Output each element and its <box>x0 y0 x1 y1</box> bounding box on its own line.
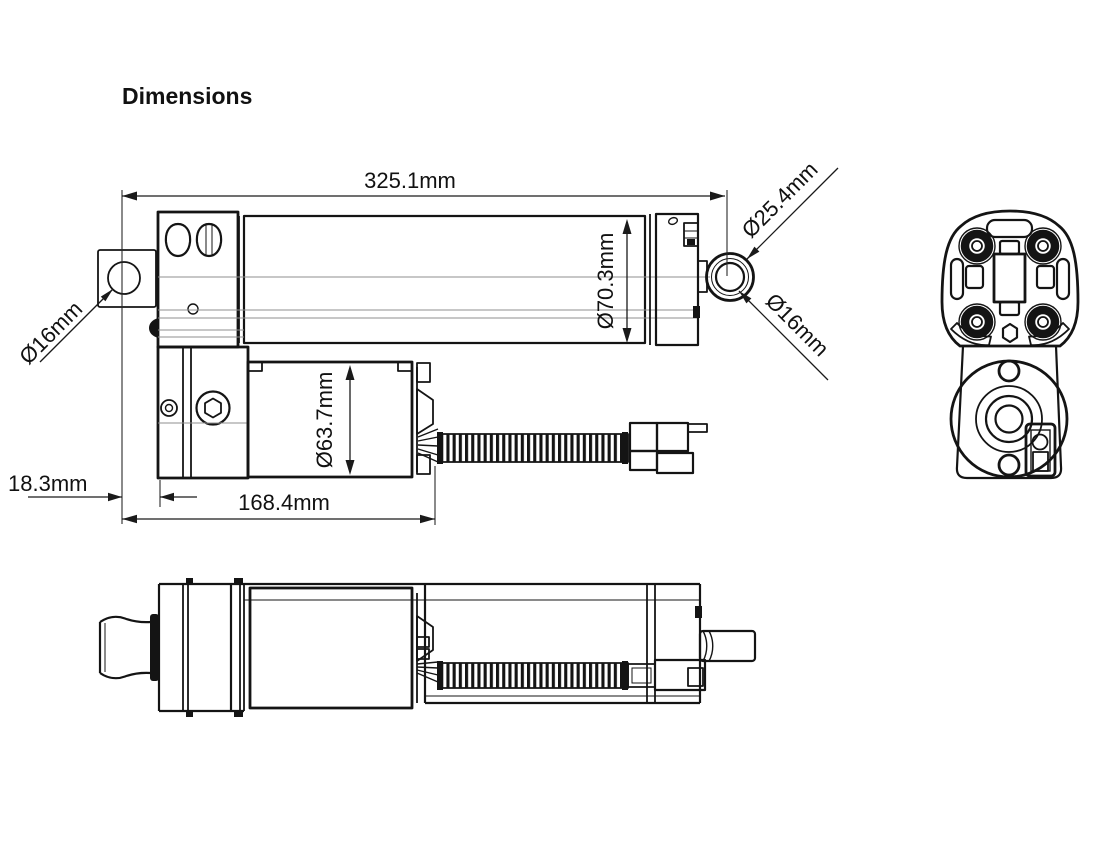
housing-cutout-left <box>166 224 190 256</box>
motor-terminal-top <box>417 363 430 382</box>
mount-hole-label: Ø16mm <box>14 296 88 370</box>
cap-hole <box>668 216 679 225</box>
motor-body <box>248 362 438 477</box>
clevis-end <box>100 614 159 681</box>
offset-label: 18.3mm <box>8 471 88 496</box>
gearbox-end-view <box>951 346 1067 478</box>
piston-rod <box>700 631 755 661</box>
motor-diameter-label: Ø63.7mm <box>312 371 337 469</box>
cable-conduit <box>437 432 628 464</box>
page-title: Dimensions <box>122 83 253 109</box>
eye-inner-label: Ø16mm <box>760 288 834 362</box>
rod-eye-bore <box>716 263 744 291</box>
side-view-retracted <box>100 578 755 717</box>
gearbox <box>149 318 248 478</box>
dim-offset <box>8 471 197 507</box>
pivot-pin-end <box>149 318 158 338</box>
hex-screw <box>197 392 230 425</box>
rear-end-view <box>942 211 1078 478</box>
cable-connector <box>630 423 707 473</box>
tube-diameter-label: Ø70.3mm <box>593 232 618 330</box>
motor-body-retracted <box>250 588 438 708</box>
housing-cutout-right <box>197 224 221 256</box>
dim-tube-diameter <box>593 219 632 343</box>
motor-assembly-length-label: 168.4mm <box>238 490 330 515</box>
dim-eye-inner-diameter <box>739 288 834 380</box>
rod-end-cap <box>650 214 700 345</box>
hex-feature <box>1003 324 1017 342</box>
eye-outer-label: Ø25.4mm <box>736 156 823 243</box>
rod-eye <box>698 254 754 301</box>
overall-length-label: 325.1mm <box>364 168 456 193</box>
dim-motor-diameter <box>312 365 355 475</box>
housing-screw <box>188 304 198 314</box>
output-shaft <box>996 406 1023 433</box>
wire-exit-cover <box>417 389 433 434</box>
cable-conduit-retracted <box>437 660 705 690</box>
dim-eye-outer-diameter <box>737 157 838 259</box>
side-view-extended <box>98 212 754 347</box>
rear-housing <box>158 212 238 347</box>
